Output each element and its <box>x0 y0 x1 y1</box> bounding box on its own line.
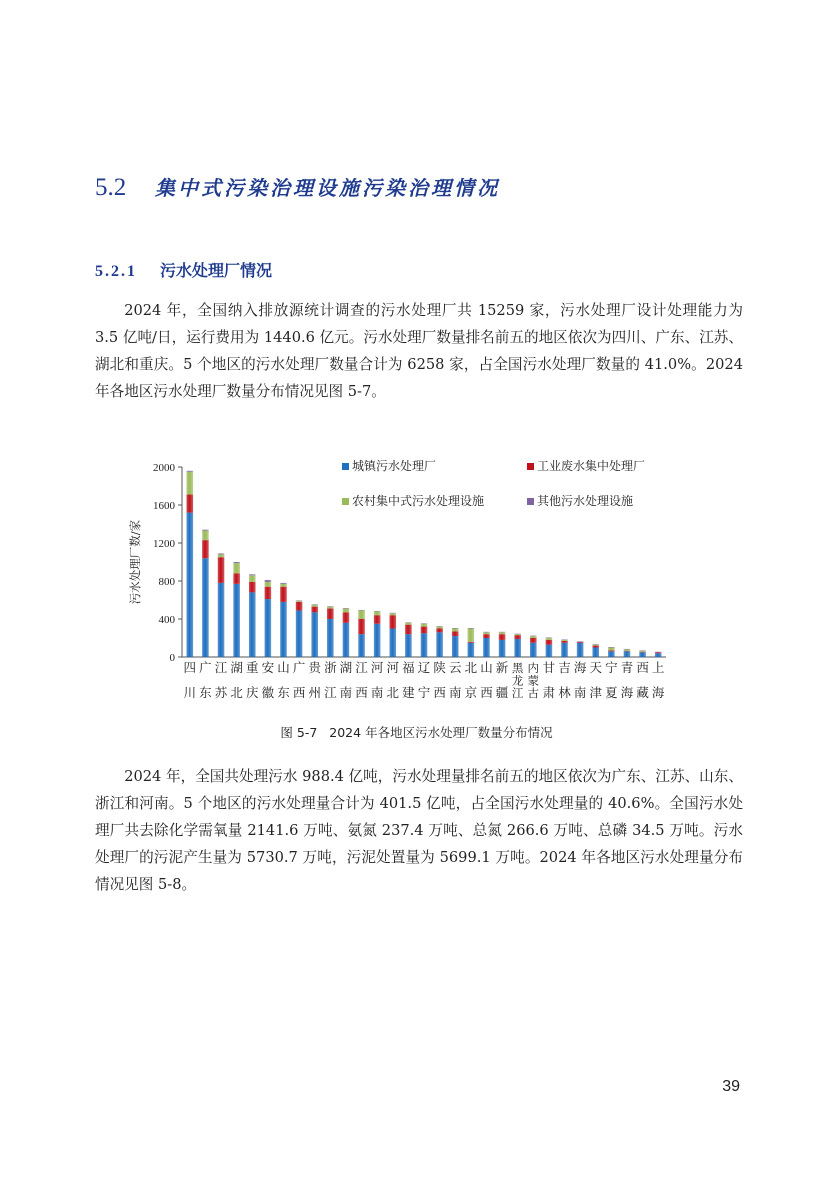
bar-segment <box>249 592 256 657</box>
x-tick-label: 江 <box>324 685 337 700</box>
bar-segment <box>311 605 318 607</box>
y-tick-label: 400 <box>158 614 175 626</box>
x-tick-label: 古 <box>527 686 540 700</box>
bar-segment <box>514 634 521 635</box>
x-tick-label: 内 <box>527 661 540 675</box>
bar-segment <box>280 602 287 657</box>
bar-segment <box>452 629 459 632</box>
bar-segment <box>514 639 521 657</box>
x-tick-label: 甘 <box>542 660 556 675</box>
legend-swatch <box>527 463 534 470</box>
legend-label: 城镇污水处理厂 <box>352 459 437 473</box>
x-tick-label: 陕 <box>433 660 446 675</box>
x-tick-label: 西 <box>292 685 306 700</box>
legend-label: 工业废水集中处理厂 <box>537 459 646 473</box>
legend-label: 农村集中式污水处理设施 <box>352 494 485 508</box>
bar-segment <box>389 629 396 658</box>
x-tick-label: 上 <box>651 660 665 675</box>
bar-segment <box>296 601 303 602</box>
x-tick-label: 青 <box>620 660 634 675</box>
bar-segment <box>265 580 272 582</box>
bar-segment <box>202 530 209 531</box>
bar-segment <box>233 573 240 583</box>
section-title: 集中式污染治理设施污染治理情况 <box>155 176 500 200</box>
bar-segment <box>343 609 350 613</box>
bar-segment <box>202 540 209 558</box>
bar-segment <box>499 632 506 634</box>
bar-segment <box>577 642 584 643</box>
x-tick-label: 南 <box>370 685 384 700</box>
x-tick-label: 山 <box>480 660 493 675</box>
bar-segment <box>530 638 537 643</box>
x-tick-label: 夏 <box>605 685 618 700</box>
paragraph-2: 2024 年，全国共处理污水 988.4 亿吨，污水处理量排名前五的地区依次为广东、江苏、山东、浙江和河南。5 个地区的污水处理量合计为 401.5 亿吨，占全国污水处理量的 40.6%。全国污水处理厂共去除化学需氧量 2141.6 万吨、氨氮 237.4 万吨、总氮 266.6 万吨、总磷 34.5 万吨。污水处理厂的污泥产生量为 5730.7 万吨，污泥处置量为 5699.1 万吨。2024 年各地区污水处理量分布情况见图 5-8。 <box>95 768 743 893</box>
bar-segment <box>421 627 428 634</box>
bar-segment <box>592 645 599 646</box>
bar-segment <box>577 643 584 657</box>
bar-segment <box>483 634 490 638</box>
bar-segment <box>655 653 662 657</box>
y-tick-label: 1600 <box>153 500 175 512</box>
bar-segment <box>218 553 225 554</box>
x-tick-label: 湖 <box>230 660 243 675</box>
x-tick-label: 州 <box>308 685 321 700</box>
bar-segment <box>202 531 209 541</box>
x-tick-label: 湖 <box>339 660 353 675</box>
bar-segment <box>436 627 443 629</box>
bar-segment <box>311 612 318 657</box>
y-tick-label: 800 <box>158 576 175 588</box>
bar-segment <box>296 602 303 611</box>
x-tick-label: 广 <box>199 660 212 675</box>
figure-label: 图 5-7 <box>280 725 318 740</box>
x-tick-label: 东 <box>277 685 290 700</box>
bar-segment <box>405 634 412 657</box>
bar-segment <box>452 631 459 636</box>
bar-segment <box>389 613 396 615</box>
x-tick-label: 天 <box>589 660 602 675</box>
bar-segment <box>280 587 287 602</box>
bar-segment <box>233 562 240 563</box>
bar-segment <box>468 643 475 657</box>
bar-segment <box>202 558 209 657</box>
subsection-title: 污水处理厂情况 <box>160 261 273 280</box>
x-tick-label: 海 <box>573 660 587 675</box>
x-tick-label: 贵 <box>308 660 321 675</box>
bar-segment <box>343 612 350 622</box>
x-tick-label: 疆 <box>495 685 509 700</box>
x-tick-label: 肃 <box>542 685 556 700</box>
section-heading <box>95 172 755 204</box>
legend-swatch <box>342 498 349 505</box>
paragraph-1: 2024 年，全国纳入排放源统计调查的污水处理厂共 15259 家，污水处理厂设计处理能力为 3.5 亿吨/日，运行费用为 1440.6 亿元。污水处理厂数量排名前五的地区依次为四川、广东、江苏、湖北和重庆。5 个地区的污水处理厂数量合计为 6258 家，占全国污水处理厂数量的 41.0%。2024 年各地区污水处理厂数量分布情况见图 5-7。 <box>95 302 743 400</box>
bar-segment <box>343 623 350 657</box>
bar-segment <box>265 599 272 657</box>
x-tick-label: 海 <box>651 685 665 700</box>
bar-segment <box>499 634 506 640</box>
bar-segment <box>561 643 568 657</box>
x-tick-label: 黑 <box>511 661 524 675</box>
bar-segment <box>327 619 334 657</box>
bar-segment <box>436 632 443 657</box>
bar-segment <box>639 651 646 652</box>
x-tick-label: 海 <box>620 685 634 700</box>
bar-segment <box>358 634 365 657</box>
bar-segment <box>218 583 225 657</box>
x-tick-label: 东 <box>199 685 212 700</box>
bar-segment <box>187 513 194 657</box>
bar-segment <box>218 554 225 557</box>
x-tick-label: 苏 <box>214 685 228 700</box>
x-tick-label: 藏 <box>636 685 649 700</box>
bar-segment <box>187 472 194 495</box>
bar-segment <box>655 652 662 653</box>
bar-segment <box>280 584 287 587</box>
bar-segment <box>265 582 272 587</box>
bar-segment <box>483 638 490 657</box>
bar-segment <box>249 574 256 575</box>
bar-segment <box>187 495 194 513</box>
figure-caption-text: 2024 年各地区污水处理厂数量分布情况 <box>329 725 553 740</box>
x-tick-label: 江 <box>355 660 368 675</box>
bar-segment <box>608 648 615 651</box>
bar-segment <box>436 629 443 633</box>
x-tick-label: 南 <box>448 685 462 700</box>
legend-swatch <box>342 463 349 470</box>
bar-segment <box>421 624 428 627</box>
x-tick-label: 蒙 <box>527 673 540 688</box>
x-tick-label: 广 <box>292 660 306 675</box>
bar-segment <box>327 609 334 619</box>
x-tick-label: 建 <box>402 685 415 700</box>
bar-segment <box>249 582 256 592</box>
x-tick-label: 四 <box>183 660 197 675</box>
bar-segment <box>374 624 381 657</box>
x-tick-label: 宁 <box>417 685 431 700</box>
x-tick-label: 江 <box>511 686 524 700</box>
bar-segment <box>358 610 365 619</box>
bar-segment <box>311 607 318 613</box>
bar-segment <box>233 584 240 657</box>
x-tick-label: 河 <box>370 660 384 675</box>
y-axis-label: 污水处理厂数/家 <box>128 519 142 605</box>
bar-segment <box>218 557 225 583</box>
x-tick-label: 重 <box>246 660 259 675</box>
x-tick-label: 庆 <box>246 685 259 700</box>
bar-segment <box>468 642 475 643</box>
bar-segment <box>608 650 615 651</box>
bar-segment <box>280 583 287 584</box>
figure-caption <box>0 723 833 741</box>
bar-segment <box>296 610 303 657</box>
y-tick-label: 2000 <box>153 462 175 474</box>
bar-segment <box>265 587 272 599</box>
x-tick-label: 安 <box>261 660 275 675</box>
x-tick-label: 津 <box>589 685 602 700</box>
bar-segment <box>421 633 428 657</box>
x-tick-label: 西 <box>433 685 446 700</box>
bar-segment <box>608 651 615 657</box>
x-tick-label: 南 <box>339 685 353 700</box>
bar-segment <box>546 640 553 645</box>
x-tick-label: 宁 <box>605 660 618 675</box>
bar-segment <box>561 640 568 641</box>
bar-segment <box>327 607 334 609</box>
bar-segment <box>452 636 459 657</box>
page-number: 39 <box>722 1078 740 1095</box>
x-tick-label: 南 <box>573 685 587 700</box>
bar-segment <box>405 623 412 625</box>
y-tick-label: 1200 <box>153 538 175 550</box>
x-tick-label: 北 <box>230 685 243 700</box>
bar-segment <box>639 652 646 657</box>
x-tick-label: 川 <box>183 685 197 700</box>
bar-segment <box>249 575 256 582</box>
x-tick-label: 辽 <box>417 660 431 675</box>
x-tick-label: 北 <box>464 660 478 675</box>
x-tick-label: 龙 <box>511 673 524 688</box>
x-tick-label: 新 <box>495 660 509 675</box>
x-tick-label: 西 <box>480 685 493 700</box>
x-tick-label: 徽 <box>261 685 275 700</box>
x-tick-label: 浙 <box>324 660 337 675</box>
bar-segment <box>358 619 365 634</box>
bar-segment <box>389 615 396 628</box>
subsection-number: 5.2.1 <box>95 263 137 280</box>
bar-segment <box>374 611 381 615</box>
section-number: 5.2 <box>95 174 127 201</box>
bar-segment <box>187 471 194 472</box>
bar-segment <box>592 648 599 658</box>
y-tick-label: 0 <box>169 652 175 664</box>
bar-segment <box>530 636 537 638</box>
x-tick-label: 福 <box>402 660 415 675</box>
x-tick-label: 云 <box>448 660 462 675</box>
bar-segment <box>624 651 631 657</box>
bar-segment <box>624 649 631 650</box>
bar-segment <box>514 635 521 639</box>
bar-segment <box>546 645 553 657</box>
x-tick-label: 吉 <box>558 660 571 675</box>
x-tick-label: 京 <box>464 685 478 700</box>
legend-label: 其他污水处理设施 <box>537 494 634 508</box>
bar-segment <box>561 641 568 643</box>
legend-swatch <box>527 498 534 505</box>
bar-segment <box>405 625 412 635</box>
x-tick-label: 河 <box>386 660 400 675</box>
subsection-heading <box>95 258 695 284</box>
x-tick-label: 西 <box>355 685 368 700</box>
bar-segment <box>233 563 240 573</box>
bar-segment <box>546 638 553 640</box>
x-tick-label: 山 <box>277 660 290 675</box>
bar-segment <box>483 632 490 634</box>
bar-segment <box>592 646 599 648</box>
x-tick-label: 西 <box>636 660 649 675</box>
bar-chart <box>120 450 680 720</box>
bar-segment <box>499 640 506 657</box>
x-tick-label: 林 <box>558 685 571 700</box>
x-tick-label: 北 <box>386 685 400 700</box>
x-tick-label: 江 <box>214 660 228 675</box>
bar-segment <box>374 615 381 624</box>
bar-segment <box>468 629 475 642</box>
bar-segment <box>530 643 537 657</box>
